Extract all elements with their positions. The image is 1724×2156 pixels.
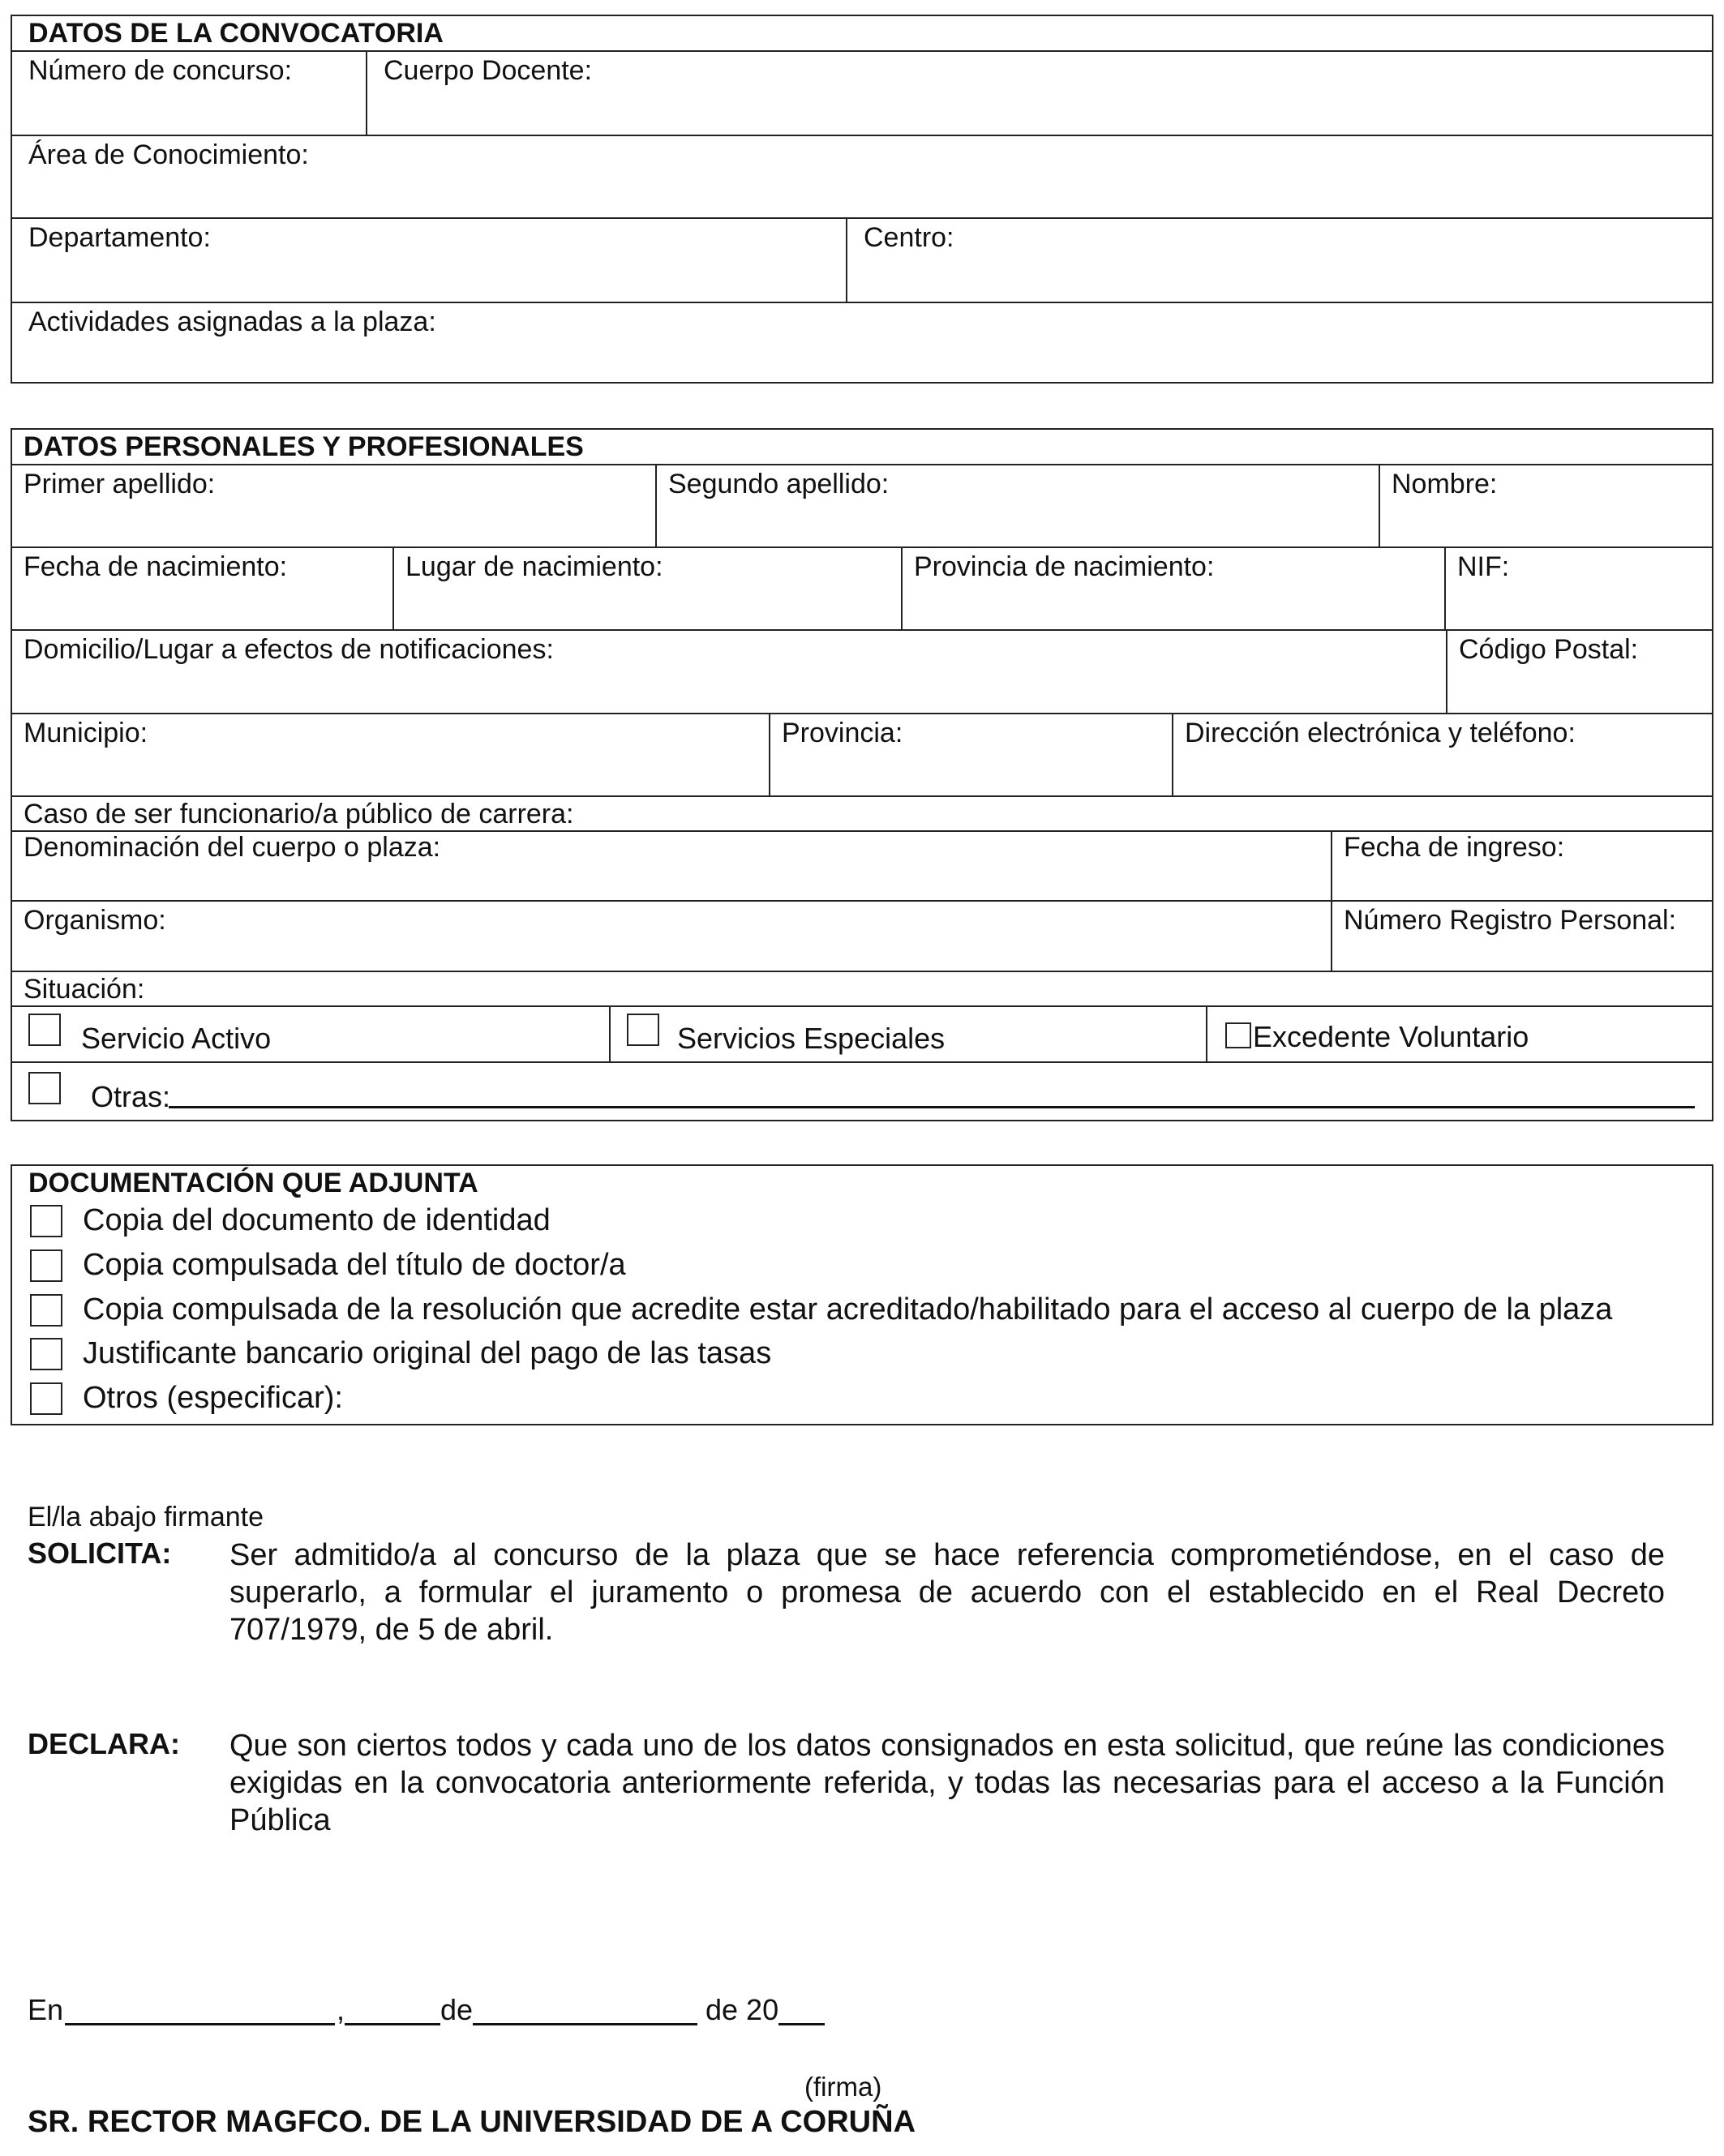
doc-otros-checkbox[interactable]: [30, 1382, 62, 1415]
doc-titulo-doctor-label: Copia compulsada del título de doctor/a: [83, 1248, 626, 1282]
dia-input-line[interactable]: [345, 2023, 440, 2025]
fecha-nacimiento-field[interactable]: Fecha de nacimiento:: [12, 548, 394, 631]
solicita-text: Ser admitido/a al concurso de la plaza que se hace referencia comprometiéndose, en el caso de superarlo, a formular el juramento o promesa de acuerdo con el establecido en el Real Decreto 707/1979, de 5 de abril.: [229, 1538, 1665, 1647]
nombre-field[interactable]: Nombre:: [1380, 465, 1712, 548]
doc-justificante-checkbox[interactable]: [30, 1338, 62, 1370]
mes-input-line[interactable]: [473, 2023, 697, 2025]
doc-resolucion-label: Copia compulsada de la resolución que acredite estar acreditado/habilitado para el acceso al cuerpo de la plaza: [83, 1292, 1613, 1327]
nif-field[interactable]: NIF:: [1446, 548, 1712, 631]
centro-field[interactable]: Centro:: [847, 219, 1712, 303]
fecha-ingreso-field[interactable]: Fecha de ingreso:: [1332, 832, 1712, 902]
otras-checkbox[interactable]: [28, 1072, 61, 1104]
municipio-field[interactable]: Municipio:: [12, 714, 770, 797]
lugar-input-line[interactable]: [65, 2023, 335, 2025]
lugar-nacimiento-field[interactable]: Lugar de nacimiento:: [394, 548, 903, 631]
otras-input-line[interactable]: [169, 1106, 1695, 1108]
codigo-postal-field[interactable]: Código Postal:: [1447, 631, 1712, 714]
caso-funcionario-label: Caso de ser funcionario/a público de carrera:: [12, 797, 1712, 832]
doc-titulo-doctor-checkbox[interactable]: [30, 1249, 62, 1282]
domicilio-field[interactable]: Domicilio/Lugar a efectos de notificaciones:: [12, 631, 1447, 714]
direccion-electronica-field[interactable]: Dirección electrónica y teléfono:: [1173, 714, 1712, 797]
departamento-field[interactable]: Departamento:: [12, 219, 847, 303]
doc-identidad-checkbox[interactable]: [30, 1205, 62, 1237]
lugar-en-label: En: [28, 1993, 64, 2026]
personales-section: [11, 428, 1713, 1121]
excedente-voluntario-label: Excedente Voluntario: [1253, 1020, 1529, 1053]
numero-registro-field[interactable]: Número Registro Personal:: [1332, 902, 1712, 972]
documentacion-section: [11, 1164, 1713, 1425]
actividades-field[interactable]: Actividades asignadas a la plaza:: [28, 306, 436, 337]
rector-addressee: SR. RECTOR MAGFCO. DE LA UNIVERSIDAD DE A CORUÑA: [28, 2105, 916, 2139]
servicios-especiales-label: Servicios Especiales: [677, 1022, 946, 1055]
servicio-activo-checkbox[interactable]: [28, 1014, 61, 1046]
servicio-activo-label: Servicio Activo: [81, 1022, 272, 1055]
firma-label: (firma): [804, 2072, 882, 2102]
declara-text: Que son ciertos todos y cada uno de los datos consignados en esta solicitud, que reúne las condiciones exigidas en la convocatoria anteriormente referida, y todas las necesarias para el acceso a la Función Pública: [229, 1729, 1665, 1837]
doc-justificante-label: Justificante bancario original del pago de las tasas: [83, 1336, 772, 1370]
doc-resolucion-checkbox[interactable]: [30, 1294, 62, 1327]
servicios-especiales-checkbox[interactable]: [627, 1014, 659, 1046]
denominacion-field[interactable]: Denominación del cuerpo o plaza:: [12, 832, 1332, 902]
provincia-nacimiento-field[interactable]: Provincia de nacimiento:: [903, 548, 1446, 631]
convocatoria-section: [11, 15, 1713, 384]
documentacion-title: DOCUMENTACIÓN QUE ADJUNTA: [28, 1168, 478, 1198]
segundo-apellido-field[interactable]: Segundo apellido:: [657, 465, 1380, 548]
cuerpo-docente-field[interactable]: Cuerpo Docente:: [367, 52, 1712, 136]
primer-apellido-field[interactable]: Primer apellido:: [12, 465, 657, 548]
declara-label: DECLARA:: [28, 1727, 180, 1760]
numero-concurso-field[interactable]: Número de concurso:: [12, 52, 367, 136]
convocatoria-title: DATOS DE LA CONVOCATORIA: [12, 16, 1712, 52]
personales-title: DATOS PERSONALES Y PROFESIONALES: [12, 430, 1712, 465]
comma-text: ,: [337, 1993, 345, 2026]
doc-identidad-label: Copia del documento de identidad: [83, 1203, 551, 1237]
de-label: de: [440, 1993, 474, 2026]
excedente-voluntario-checkbox[interactable]: [1225, 1022, 1251, 1048]
area-conocimiento-field[interactable]: Área de Conocimiento:: [12, 136, 1712, 219]
organismo-field[interactable]: Organismo:: [12, 902, 1332, 972]
solicita-label: SOLICITA:: [28, 1537, 172, 1570]
anio-prefix-label: de 20: [705, 1993, 779, 2026]
situacion-label: Situación:: [12, 972, 1712, 1007]
firmante-text: El/la abajo firmante: [28, 1502, 264, 1532]
doc-otros-label: Otros (especificar):: [83, 1381, 343, 1415]
otras-label: Otras:: [91, 1080, 171, 1113]
provincia-field[interactable]: Provincia:: [770, 714, 1173, 797]
anio-input-line[interactable]: [778, 2023, 825, 2025]
